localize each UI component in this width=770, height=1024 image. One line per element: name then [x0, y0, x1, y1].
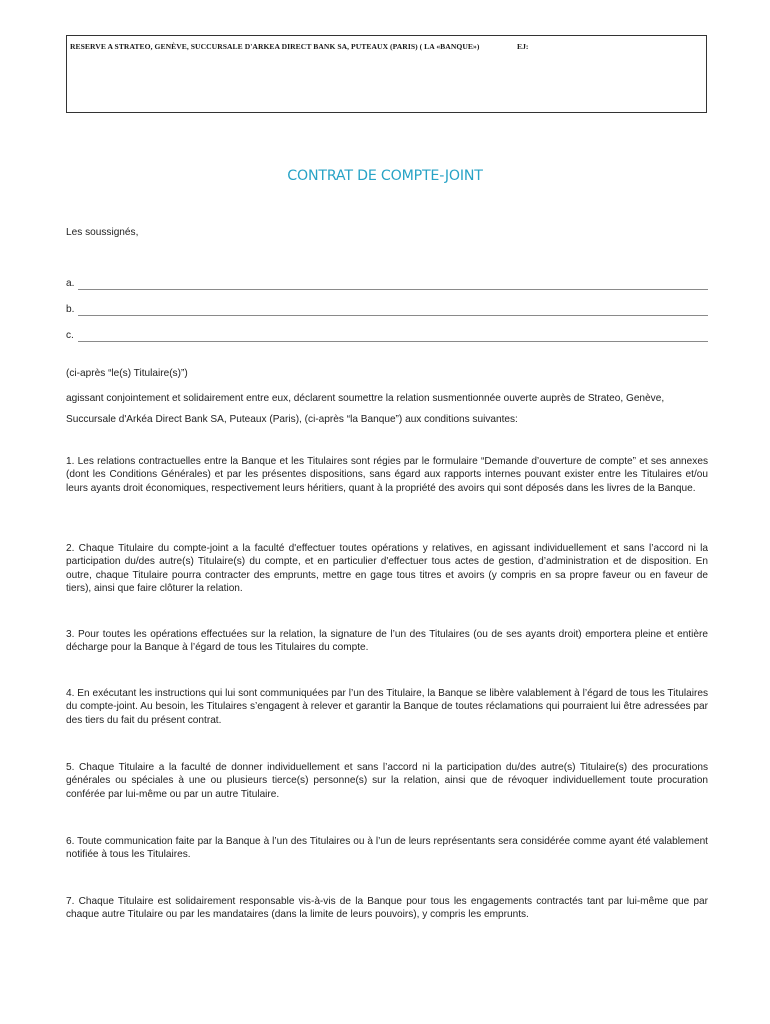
clause-1: 1. Les relations contractuelles entre la Banque et les Titulaires sont régies par le formulaire “Demande d’ouverture de compte” et ses annexes (dont les Conditions Générales) et par les présentes dispositions, sans égard aux rapports internes pouvant exister entre les Titulaires et/ou leurs ayants droit économiques, respectivement leurs héritiers, quant à la propriété des avoirs qui sont déposés dans les livres de la Banque.: [66, 456, 708, 494]
fill-line: [78, 332, 708, 342]
intro-text: Les soussignés,: [66, 227, 139, 238]
hereafter-text: (ci-après “le(s) Titulaire(s)”): [66, 368, 188, 379]
clause-2: 2. Chaque Titulaire du compte-joint a la faculté d'effectuer toutes opérations y relatives, en agissant individuellement et sans l’accord ni la participation du/des autre(s) Titulaire(s) du compte, et en particulier d'effectuer tous actes de gestion, d’administration et de disposition. En outre, chaque Titulaire pourra contracter des emprunts, mettre en gage tous titres et avoirs (y compris en sa propre faveur ou en faveur de tiers), ainsi que faire clôturer la relation.: [66, 543, 708, 595]
declaration-text: agissant conjointement et solidairement entre eux, déclarent soumettre la relation susmentionnée ouverte auprès de Strateo, Genève, Succursale d'Arkéa Direct Bank SA, Puteaux (Paris), (ci-après “la Banque”) aux conditions suivantes:: [66, 393, 665, 425]
signatory-line-c[interactable]: [66, 328, 708, 342]
clause-4: 4. En exécutant les instructions qui lui sont communiquées par l’un des Titulaire, la Banque se libère valablement à l’égard de tous les Titulaires du compte-joint. Au besoin, les Titulaires s’engagent à relever et garantir la Banque de toutes réclamations qui pourraient lui être adressées par des tiers du fait du présent contrat.: [66, 688, 708, 726]
clause-6: 6. Toute communication faite par la Banque à l’un des Titulaires ou à l’un de leurs représentants sera considérée comme ayant été valablement notifiée à tous les Titulaires.: [66, 836, 708, 861]
reserved-box: [66, 35, 707, 113]
clause-3: 3. Pour toutes les opérations effectuées sur la relation, la signature de l’un des Titulaires (ou de ses ayants droit) emportera pleine et entière décharge pour la Banque à l’égard de tous les Titulaires du compte.: [66, 629, 708, 654]
document-title: CONTRAT DE COMPTE-JOINT: [287, 168, 483, 184]
signatory-label: b.: [66, 304, 75, 315]
clause-7: 7. Chaque Titulaire est solidairement responsable vis-à-vis de la Banque pour tous les engagements contractés tant par lui-même que par chaque autre Titulaire ou par les mandataires (dans la limite de leurs pouvoirs), y compris les emprunts.: [66, 896, 708, 921]
clause-5: 5. Chaque Titulaire a la faculté de donner individuellement et sans l’accord ni la participation du/des autre(s) Titulaire(s) des procurations générales ou spéciales à une ou plusieurs tierce(s) personne(s) sur la relation, ainsi que de révoquer individuellement toute procuration conférée par lui-même ou par un autre Titulaire.: [66, 762, 708, 800]
signatory-label: a.: [66, 278, 75, 289]
signatory-line-b[interactable]: [66, 302, 708, 316]
fill-line: [78, 306, 708, 316]
reference-label: EJ:: [517, 42, 529, 51]
signatory-label: c.: [66, 330, 74, 341]
signatory-line-a[interactable]: [66, 276, 708, 290]
fill-line: [78, 280, 708, 290]
reserved-notice: RESERVE A STRATEO, GENÈVE, SUCCURSALE D'ARKEA DIRECT BANK SA, PUTEAUX (PARIS) ( LA «BANQUE»): [70, 42, 480, 51]
